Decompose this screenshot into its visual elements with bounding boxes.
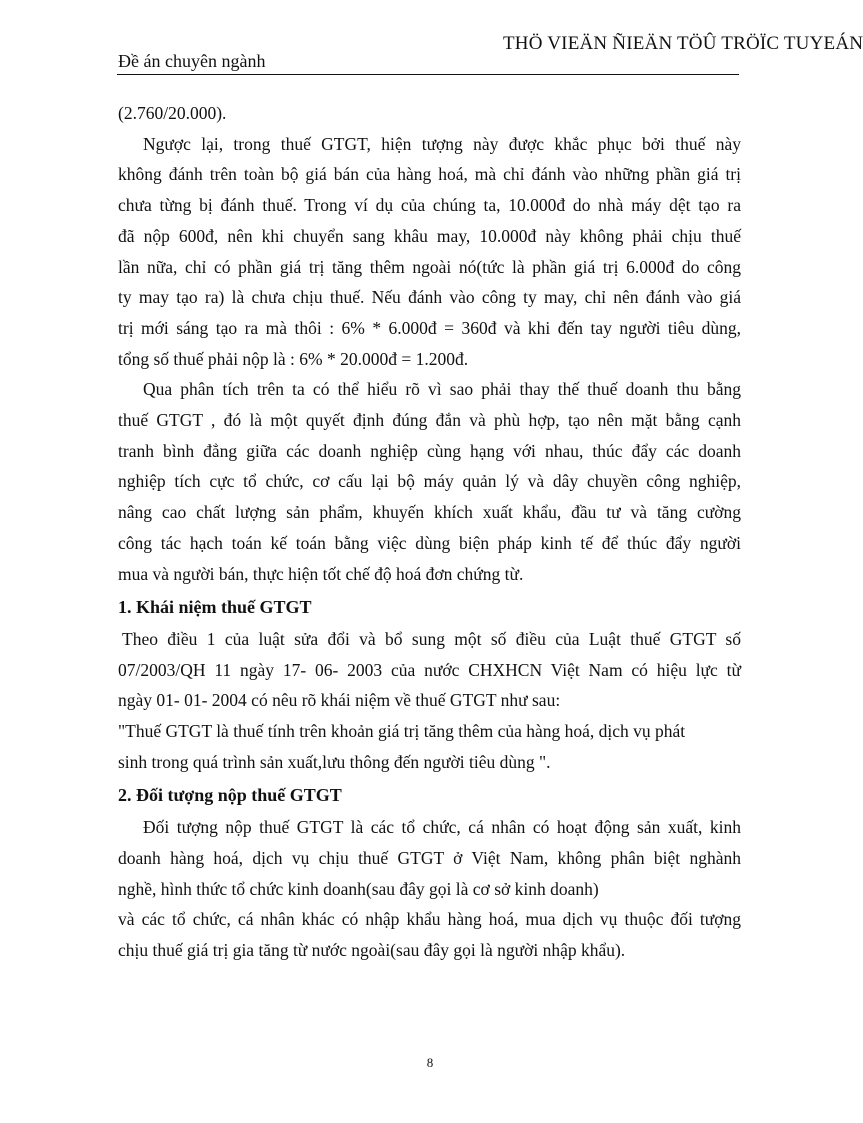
document-header-title: Đề án chuyên ngành [118,51,266,71]
text-line: Theo điều 1 của luật sửa đổi và bổ sung một số điều của Luật thuế GTGT số [122,628,741,649]
text-line: tranh bình đẳng giữa các doanh nghiệp cùng hạng với nhau, thúc đẩy các doanh [118,440,741,461]
paragraph-taxpayers [118,812,741,966]
text-line: tổng số thuế phải nộp là : 6% * 20.000đ = 1.200đ. [118,348,469,369]
header-divider [117,74,739,75]
section-heading-vat-concept: 1. Khái niệm thuế GTGT [118,597,312,618]
text-line: ngày 01- 01- 2004 có nêu rõ khái niệm về thuế GTGT như sau: [118,690,561,711]
text-line: đã nộp 600đ, nên khi chuyển sang khâu may, 10.000đ này không phải chịu thuế [118,225,741,246]
paragraph-vat-definition [118,624,741,778]
text-line: (2.760/20.000). [118,103,227,123]
document-body [118,98,741,966]
paragraph-vat-correction [118,129,741,375]
text-line: công tác hạch toán kế toán bằng việc dùng biện pháp kinh tế để thúc đẩy người [118,532,741,553]
text-line: nâng cao chất lượng sản phẩm, khuyến khích xuất khẩu, đầu tư và tăng cường [118,502,741,523]
text-line: sinh trong quá trình sản xuất,lưu thông đến người tiêu dùng ". [118,751,551,772]
paragraph-continuation [118,98,741,129]
text-line: Qua phân tích trên ta có thể hiểu rõ vì sao phải thay thế thuế doanh thu bằng [143,379,741,400]
library-watermark: THÖ VIEÄN ÑIEÄN TÖÛ TRÖÏC TUYEÁN [503,33,863,54]
text-line: và các tổ chức, cá nhân khác có nhập khẩu hàng hoá, mua dịch vụ thuộc đối tượng [118,909,741,930]
text-line: doanh hàng hoá, dịch vụ chịu thuế GTGT ở Việt Nam, không phân biệt nghành [118,847,741,868]
paragraph-analysis [118,374,741,589]
text-line: 07/2003/QH 11 ngày 17- 06- 2003 của nước CHXHCN Việt Nam có hiệu lực từ [118,659,741,680]
text-line: thuế GTGT , đó là một quyết định đúng đắn và phù hợp, tạo nên mặt bằng cạnh [118,410,741,431]
text-line: "Thuế GTGT là thuế tính trên khoản giá trị tăng thêm của hàng hoá, dịch vụ phát [118,721,686,742]
text-line: lần nữa, chỉ có phần giá trị tăng thêm ngoài nó(tức là phần giá trị 6.000đ do công [118,256,741,277]
text-line: nghiệp tích cực tổ chức, cơ cấu lại bộ máy quản lý và dây chuyền công nghiệp, [118,471,741,492]
text-line: Ngược lại, trong thuế GTGT, hiện tượng này được khắc phục bởi thuế này [143,133,741,154]
text-line: mua và người bán, thực hiện tốt chế độ hoá đơn chứng từ. [118,563,524,584]
text-line: chịu thuế giá trị gia tăng từ nước ngoài(sau đây gọi là người nhập khẩu). [118,939,626,960]
page-number: 8 [426,1055,434,1070]
text-line: nghề, hình thức tổ chức kinh doanh(sau đây gọi là cơ sở kinh doanh) [118,878,599,899]
text-line: không đánh trên toàn bộ giá bán của hàng hoá, mà chỉ đánh vào những phần giá trị [118,164,741,185]
text-line: trị mới sáng tạo ra mà thôi : 6% * 6.000đ = 360đ và khi đến tay người tiêu dùng, [118,317,741,338]
section-heading-taxpayers: 2. Đối tượng nộp thuế GTGT [118,785,342,806]
text-line: Đối tượng nộp thuế GTGT là các tổ chức, cá nhân có hoạt động sản xuất, kinh [143,817,741,838]
text-line: ty may tạo ra) là chưa chịu thuế. Nếu đánh vào công ty may, chỉ nên đánh vào giá [118,287,741,308]
text-line: chưa từng bị đánh thuế. Trong ví dụ của chúng ta, 10.000đ do nhà máy dệt tạo ra [118,195,741,216]
